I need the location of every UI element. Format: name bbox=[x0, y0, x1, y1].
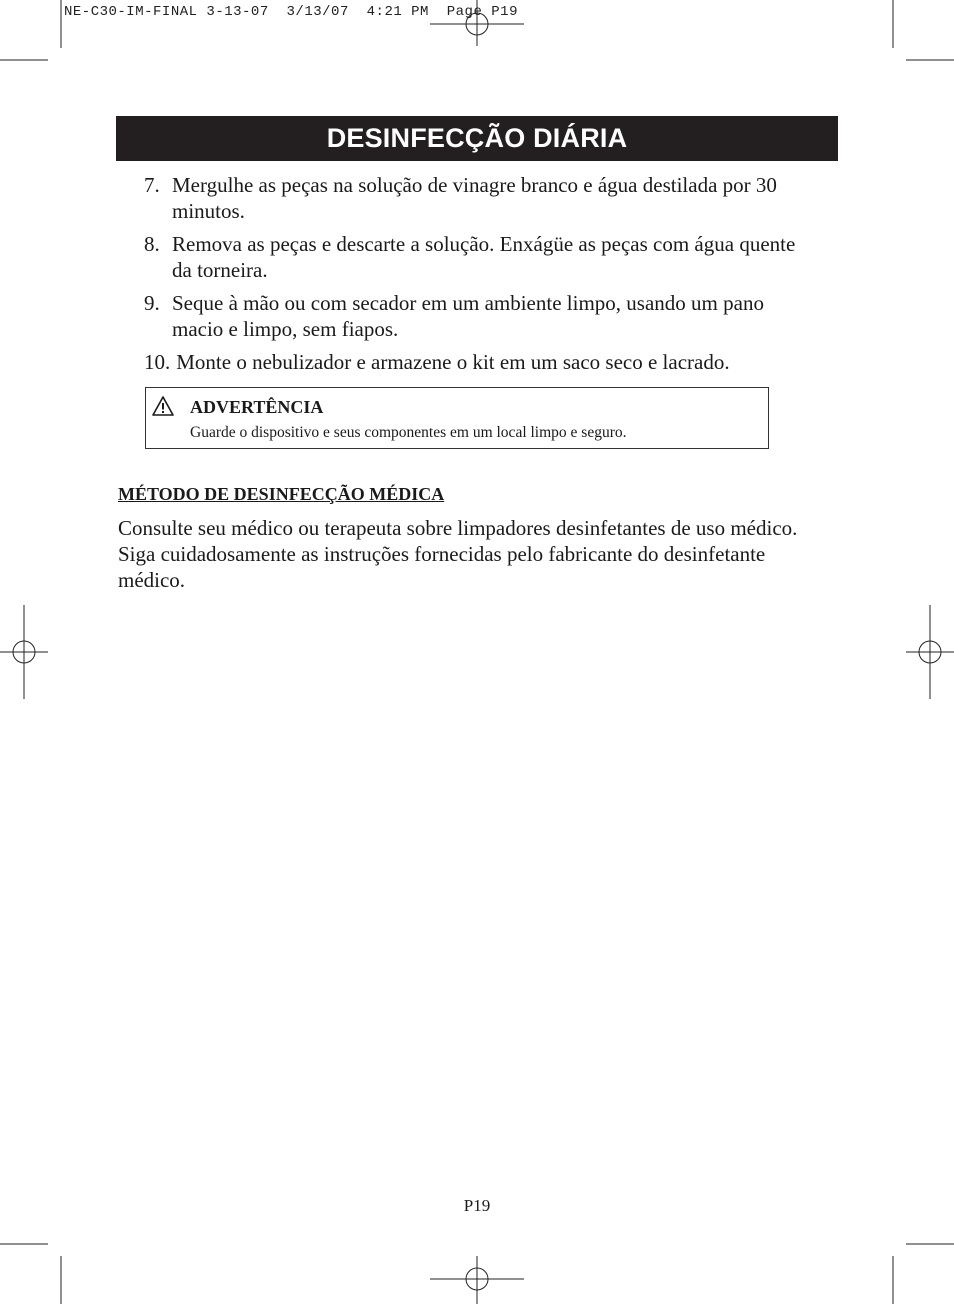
list-item bbox=[144, 172, 816, 224]
step-text: Mergulhe as peças na solução de vinagre branco e água destilada por 30 minutos. bbox=[172, 173, 777, 223]
step-number: 9. bbox=[144, 291, 160, 315]
printer-slug: NE-C30-IM-FINAL 3-13-07 3/13/07 4:21 PM Page P19 bbox=[64, 4, 518, 20]
step-text: Seque à mão ou com secador em um ambiente limpo, usando um pano macio e limpo, sem fiapos. bbox=[172, 291, 764, 341]
list-item bbox=[144, 231, 816, 283]
warning-text: Guarde o dispositivo e seus componentes em um local limpo e seguro. bbox=[190, 424, 627, 441]
step-number: 8. bbox=[144, 232, 160, 256]
warning-triangle-icon bbox=[152, 396, 174, 416]
step-text: Monte o nebulizador e armazene o kit em um saco seco e lacrado. bbox=[176, 350, 730, 374]
step-text: Remova as peças e descarte a solução. Enxágüe as peças com água quente da torneira. bbox=[172, 232, 796, 282]
warning-box bbox=[145, 387, 769, 449]
step-number: 10. bbox=[144, 350, 171, 374]
list-item bbox=[144, 349, 816, 375]
steps-list bbox=[144, 172, 816, 382]
page-number: P19 bbox=[463, 1196, 491, 1215]
page-title: DESINFECÇÃO DIÁRIA bbox=[326, 123, 628, 153]
section-heading: MÉTODO DE DESINFECÇÃO MÉDICA bbox=[118, 484, 445, 504]
section-paragraph: Consulte seu médico ou terapeuta sobre limpadores desinfetantes de uso médico. Siga cuidadosamente as instruções fornecidas pelo fabricante do desinfetante médico. bbox=[118, 516, 798, 592]
list-item bbox=[144, 290, 816, 342]
step-number: 7. bbox=[144, 173, 160, 197]
title-banner bbox=[116, 116, 838, 161]
warning-title: ADVERTÊNCIA bbox=[190, 397, 324, 417]
